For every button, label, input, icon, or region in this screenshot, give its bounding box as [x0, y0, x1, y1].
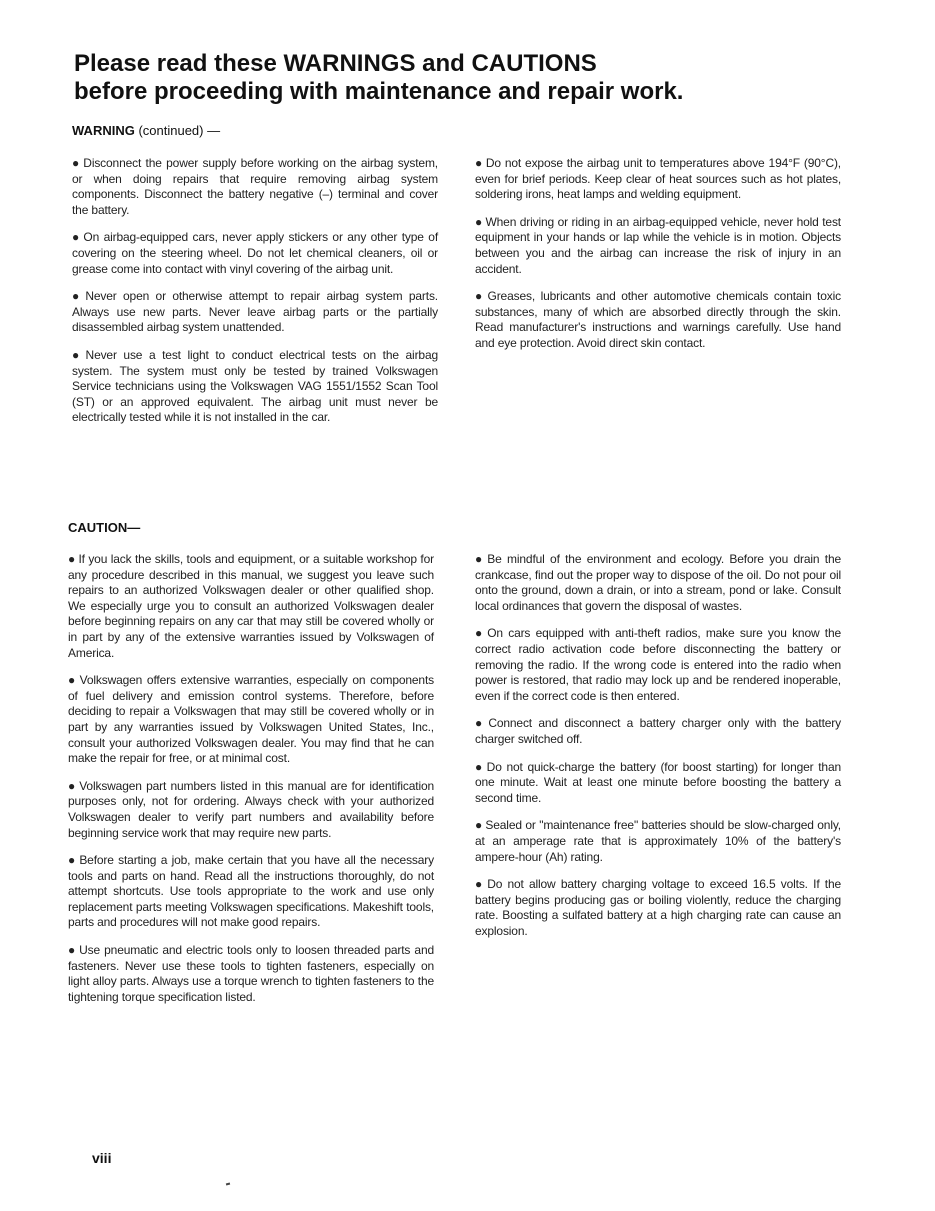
warning-item [72, 348, 438, 426]
caution-item [68, 853, 434, 931]
bullet-icon: ● [475, 289, 485, 304]
warning-item-text: On airbag-equipped cars, never apply stickers or any other type of covering on the steering wheel. Do not let chemical cleaners, oil or grease come into contact with vinyl covering of the airbag unit. [72, 230, 438, 276]
scan-speck [226, 1183, 230, 1186]
page-title [74, 50, 874, 106]
warning-item-text: Disconnect the power supply before working on the airbag system, or when doing repairs that require removing airbag system components. Disconnect the battery negative (–) terminal and cover the battery. [72, 156, 438, 217]
caution-item [475, 626, 841, 704]
page-title-line-2: before proceeding with maintenance and repair work. [74, 78, 684, 105]
caution-item-text: Be mindful of the environment and ecology. Before you drain the crankcase, find out the proper way to dispose of the oil. Do not pour oil onto the ground, down a drain, or into a stream, pond or lake. Consult local ordinances that govern the disposal of wastes. [475, 552, 841, 613]
caution-item [475, 552, 841, 614]
bullet-icon: ● [68, 673, 77, 688]
caution-item-text: Use pneumatic and electric tools only to loosen threaded parts and fasteners. Never use these tools to tighten fasteners, especially on light alloy parts. Always use a torque wrench to tighten fasteners to the tightening torque specification listed. [68, 943, 434, 1004]
caution-item [475, 818, 841, 865]
caution-item-text: Volkswagen offers extensive warranties, especially on components of fuel delivery and emission control systems. Therefore, before deciding to repair a Volkswagen that may still be covered wholly or in part by any warranties issued by Volkswagen United States, Inc., consult your authorized Volkswagen dealer. You may find that he can make the repair for free, or at minimal cost. [68, 673, 434, 766]
warning-item [475, 289, 841, 351]
bullet-icon: ● [72, 347, 83, 362]
warning-item-text: Never open or otherwise attempt to repair airbag system parts. Always use new parts. Never leave airbag parts or the partially disassembled airbag system unattended. [72, 289, 438, 335]
caution-item [475, 877, 841, 939]
bullet-icon: ● [68, 778, 77, 793]
caution-heading [68, 520, 140, 536]
warning-item [72, 289, 438, 336]
caution-item [68, 673, 434, 767]
bullet-icon: ● [475, 214, 483, 229]
warning-heading-suffix: (continued) — [134, 123, 221, 138]
caution-item [475, 760, 841, 807]
warning-heading [72, 123, 220, 139]
caution-item [68, 943, 434, 1005]
warning-item-text: Do not expose the airbag unit to temperatures above 194°F (90°C), even for brief periods. Keep clear of heat sources such as hot plates, soldering irons, heat lamps and welding equipment. [475, 156, 841, 202]
warning-left-column [72, 156, 438, 438]
bullet-icon: ● [68, 943, 77, 958]
bullet-icon: ● [475, 877, 485, 892]
bullet-icon: ● [68, 853, 77, 868]
warning-item [475, 215, 841, 277]
caution-item-text: Do not quick-charge the battery (for boost starting) for longer than one minute. Wait at least one minute before boosting the battery a second time. [475, 759, 841, 805]
warning-item-text: Greases, lubricants and other automotive chemicals contain toxic substances, many of which are absorbed directly through the skin. Read manufacturer's instructions and warnings carefully. Use hand and eye protection. Avoid direct skin contact. [475, 289, 841, 350]
caution-item-text: On cars equipped with anti-theft radios, make sure you know the correct radio activation code before disconnecting the battery or removing the radio. If the wrong code is entered into the radio when power is restored, that radio may lock up and be rendered inoperable, even if the correct code is then entered. [475, 626, 842, 703]
bullet-icon: ● [475, 552, 485, 566]
bullet-icon: ● [68, 552, 76, 566]
bullet-icon: ● [475, 626, 485, 641]
warning-item [72, 230, 438, 277]
warning-item [72, 156, 438, 218]
bullet-icon: ● [475, 156, 483, 170]
bullet-icon: ● [72, 289, 83, 304]
warning-item-text: When driving or riding in an airbag-equipped vehicle, never hold test equipment in your hands or lap while the vehicle is in motion. Objects between you and the airbag can increase the risk of injury in an accident. [475, 214, 841, 276]
warning-heading-label: WARNING [72, 123, 135, 138]
page-title-line-1: Please read these WARNINGS and CAUTIONS [74, 50, 597, 77]
bullet-icon: ● [475, 716, 486, 731]
warning-item [475, 156, 841, 203]
caution-item [68, 552, 434, 661]
caution-item-text: Do not allow battery charging voltage to exceed 16.5 volts. If the battery begins producing gas or boiling violently, reduce the charging rate. Boosting a sulfated battery at a high charging rate can cause an explosion. [475, 877, 841, 938]
caution-right-column [475, 552, 841, 951]
warning-item-text: Never use a test light to conduct electrical tests on the airbag system. The system must only be tested by trained Volkswagen Service technicians using the Volkswagen VAG 1551/1552 Scan Tool (ST) or an approved equivalent. The airbag unit must never be electrically tested while it is not installed in the car. [72, 347, 438, 425]
caution-item-text: Sealed or "maintenance free" batteries should be slow-charged only, at an amperage rate that is approximately 10% of the battery's ampere-hour (Ah) rating. [475, 818, 841, 864]
bullet-icon: ● [72, 156, 81, 170]
caution-heading-label: CAUTION— [68, 520, 141, 535]
page-number: viii [92, 1150, 112, 1166]
caution-item-text: Volkswagen part numbers listed in this manual are for identification purposes only, not for ordering. Always check with your authorized Volkswagen dealer to verify part numbers and availability before beginning service work that may require new parts. [68, 778, 435, 840]
bullet-icon: ● [475, 818, 483, 833]
caution-item-text: If you lack the skills, tools and equipment, or a suitable workshop for any procedure described in this manual, we suggest you leave such repairs to an authorized Volkswagen dealer or other qualified shop. We especially urge you to consult an authorized Volkswagen dealer before beginning repairs on any car that may still be covered wholly or in part by any of the extensive warranties issued by Volkswagen of America. [68, 552, 434, 660]
caution-item-text: Before starting a job, make certain that you have all the necessary tools and parts on hand. Read all the instructions thoroughly, do not attempt shortcuts. Use tools appropriate to the work and use only replacement parts meeting Volkswagen specifications. Makeshift tools, parts and procedures will not make good repairs. [68, 853, 434, 930]
warning-right-column [475, 156, 841, 364]
bullet-icon: ● [72, 230, 81, 245]
caution-item [475, 716, 841, 747]
bullet-icon: ● [475, 759, 484, 774]
caution-item-text: Connect and disconnect a battery charger only with the battery charger switched off. [475, 716, 841, 746]
caution-item [68, 779, 434, 841]
caution-left-column [68, 552, 434, 1017]
